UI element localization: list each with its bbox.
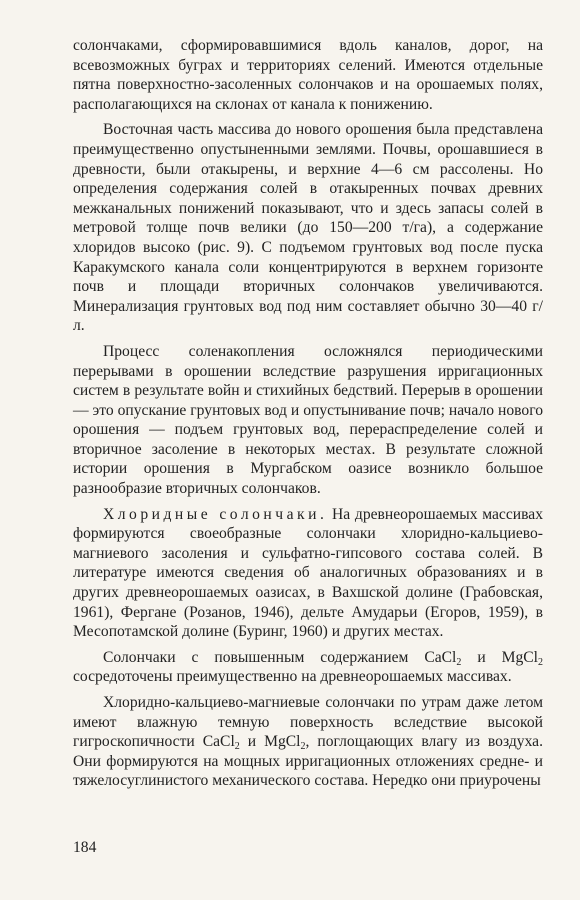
text-run: , поглощающих влагу из воздуха. Они формируются на мощных ирригационных отложениях средне- и тяжелосуглинистого механического состава. Нередко они приурочены [73,733,543,790]
page-number: 184 [73,839,97,856]
text-run: и MgCl [239,733,301,751]
paragraph-4-text: На древнеорошаемых массивах формируются своеобразные солончаки хлоридно-кальциево-магниевого засоления и сульфатно-гипсового состава солей. В литературе имеются сведения об аналогичных образованиях и в других древнеорошаемых оазисах, в Вахшской долине (Грабовская, 1961), Фергане (Розанов, 1946), дельте Амударьи (Егоров, 1959), в Месопотамской долине (Буринг, 1960) и других местах. [73,505,543,641]
paragraph-3: Процесс соленакопления осложнялся периодическими перерывами в орошении вследствие разрушения ирригационных систем в результате войн и стихийных бедствий. Перерыв в орошении — это опускание грунтовых вод и опустынивание почв; начало нового орошения — подъем грунтовых вод, перераспределение солей и вторичное засоление в некоторых местах. В результате сложной истории орошения в Мургабском оазисе возникло большое разнообразие вторичных солончаков. [73,342,543,498]
subscript: 2 [300,741,306,753]
subscript: 2 [456,656,462,668]
paragraph-6 [73,693,543,791]
text-run: Хлоридно-кальциево-магниевые солончаки по утрам даже летом имеют влажную темную поверхность вследствие высокой гигроскопичности CaCl [73,694,543,751]
page-body [73,36,543,797]
paragraph-2: Восточная часть массива до нового орошения была представлена преимущественно опустыненными землями. Почвы, орошавшиеся в древности, были отакырены, и верхние 4—6 см рассолены. Но определения содержания солей в отакыренных почвах древних межканальных понижений показывают, что и здесь запасы солей в метровой толще почв велики (до 150—200 т/га), а содержание хлоридов высоко (рис. 9). С подъемом грунтовых вод после пуска Каракумского канала соли концентрируются в верхнем горизонте почв и площади вторичных солончаков увеличиваются. Минерализация грунтовых вод под ним составляет обычно 30—40 г/л. [73,121,543,335]
section-heading: Хлоридные солончаки. [103,505,328,523]
subscript: 2 [234,741,240,753]
paragraph-5 [73,648,543,687]
text-run: и MgCl [461,648,538,666]
text-run: сосредоточены преимущественно на древнеорошаемых массивах. [73,668,512,686]
paragraph-4 [73,505,543,642]
text-run: Солончаки с повышенным содержанием CaCl [103,648,457,666]
subscript: 2 [538,656,543,668]
paragraph-1: солончаками, сформировавшимися вдоль каналов, дорог, на всевозможных буграх и территориях селений. Имеются отдельные пятна поверхностно-засоленных солончаков и на орошаемых полях, располагающихся на склонах от канала к понижению. [73,37,543,113]
